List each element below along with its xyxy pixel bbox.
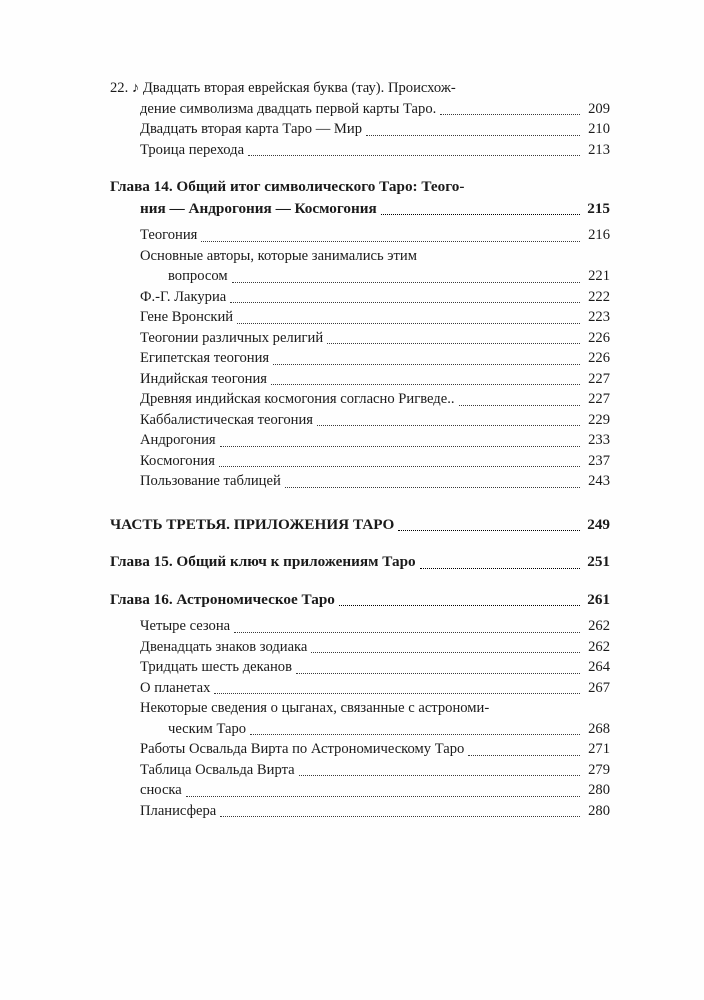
toc-leader-dots [201, 241, 580, 242]
toc-entry-page: 280 [588, 802, 610, 819]
toc-leader-dots [339, 605, 580, 606]
table-of-contents [110, 78, 610, 821]
toc-entry[interactable] [140, 616, 610, 637]
toc-leader-dots [398, 530, 580, 531]
toc-entry[interactable] [140, 140, 610, 161]
toc-entry-label: Основные авторы, которые занимались этим [140, 247, 417, 264]
toc-entry-page: 251 [587, 553, 610, 570]
toc-entry-label: ЧАСТЬ ТРЕТЬЯ. ПРИЛОЖЕНИЯ ТАРО [110, 515, 395, 533]
toc-entry[interactable] [140, 328, 610, 349]
toc-leader-dots [296, 673, 580, 674]
toc-leader-dots [299, 775, 580, 776]
toc-entry[interactable] [140, 369, 610, 390]
toc-entry[interactable] [140, 657, 610, 678]
toc-entry-label: дение символизма двадцать первой карты Таро. [140, 100, 437, 117]
toc-entry-label: сноска [140, 782, 182, 798]
toc-entry-page: 262 [588, 618, 610, 634]
toc-entry-label: ния — Андрогония — Космогония [140, 199, 377, 217]
toc-spacer [110, 573, 610, 589]
toc-leader-dots [250, 734, 580, 735]
toc-entry[interactable] [140, 119, 610, 140]
toc-leader-dots [468, 755, 580, 756]
toc-entry[interactable] [140, 246, 610, 267]
toc-entry-page: 261 [587, 590, 610, 608]
toc-entry[interactable] [110, 551, 610, 573]
toc-entry[interactable] [140, 225, 610, 246]
toc-entry-label: вопросом [168, 268, 228, 284]
toc-leader-dots [440, 114, 580, 115]
toc-entry-label: Пользование таблицей [140, 473, 281, 489]
toc-entry-label: Некоторые сведения о цыганах, связанные с астрономи- [140, 700, 490, 716]
toc-entry-page: 216 [588, 227, 610, 243]
toc-leader-dots [230, 302, 580, 303]
toc-entry[interactable] [110, 589, 610, 611]
toc-entry[interactable] [168, 719, 610, 740]
toc-leader-dots [271, 384, 580, 385]
toc-entry[interactable] [110, 78, 610, 99]
toc-entry[interactable] [140, 99, 610, 120]
toc-leader-dots [220, 816, 580, 817]
toc-entry-page: 222 [588, 288, 610, 305]
toc-entry-page: 226 [588, 350, 610, 366]
toc-spacer [110, 535, 610, 551]
toc-entry-label: Андрогония [140, 432, 216, 448]
toc-entry-label: Работы Освальда Вирта по Астрономическому Таро [140, 741, 465, 757]
toc-leader-dots [234, 632, 580, 633]
toc-entry[interactable] [140, 801, 610, 822]
toc-entry-label: Четыре сезона [140, 618, 231, 634]
toc-entry-page: 271 [588, 741, 610, 757]
toc-entry-page: 243 [588, 473, 610, 489]
toc-entry[interactable] [140, 430, 610, 451]
toc-leader-dots [248, 155, 580, 156]
toc-entry-label: Глава 14. Общий итог символического Таро: Теого- [110, 178, 465, 195]
toc-entry-page: 268 [588, 720, 610, 737]
toc-entry-label: Индийская теогония [140, 370, 267, 387]
toc-leader-dots [237, 323, 580, 324]
toc-entry[interactable] [140, 348, 610, 369]
toc-entry-label: Древняя индийская космогония согласно Ригведе.. [140, 391, 455, 407]
toc-leader-dots [273, 364, 580, 365]
toc-entry-page: 267 [588, 679, 610, 696]
toc-entry-page: 262 [588, 638, 610, 655]
toc-entry-page: 223 [588, 309, 610, 325]
toc-leader-dots [420, 568, 580, 569]
toc-entry-label: Космогония [140, 452, 215, 469]
toc-entry[interactable] [140, 637, 610, 658]
toc-leader-dots [311, 652, 580, 653]
toc-entry-label: Египетская теогония [140, 350, 270, 366]
toc-entry-label: Гене Вронский [140, 309, 234, 325]
toc-entry[interactable] [110, 514, 610, 536]
toc-leader-dots [214, 693, 580, 694]
toc-entry-page: 279 [588, 761, 610, 778]
toc-entry-label: Троица перехода [140, 141, 245, 158]
toc-entry-page: 264 [588, 659, 610, 675]
toc-entry[interactable] [140, 760, 610, 781]
toc-entry-label: Планисфера [140, 802, 217, 819]
toc-leader-dots [327, 343, 580, 344]
toc-entry[interactable] [140, 307, 610, 328]
toc-entry-label: Теогония [140, 227, 198, 243]
toc-entry-page: 227 [588, 370, 610, 387]
toc-entry[interactable] [140, 198, 610, 220]
toc-entry-page: 280 [588, 782, 610, 798]
toc-entry-label: Теогонии различных религий [140, 329, 324, 346]
toc-entry-label: Глава 15. Общий ключ к приложениям Таро [110, 553, 416, 570]
toc-entry-page: 210 [588, 121, 610, 137]
toc-leader-dots [459, 405, 581, 406]
toc-leader-dots [186, 796, 580, 797]
toc-entry[interactable] [140, 410, 610, 431]
toc-spacer [110, 160, 610, 176]
toc-entry-page: 215 [587, 199, 610, 217]
toc-entry-page: 221 [588, 268, 610, 284]
toc-leader-dots [219, 466, 580, 467]
toc-entry-label: 22. ♪ Двадцать вторая еврейская буква (тау). Происхож- [110, 80, 456, 96]
toc-entry[interactable] [168, 266, 610, 287]
toc-entry[interactable] [110, 176, 610, 198]
toc-entry-page: 209 [588, 100, 610, 117]
toc-entry-label: Глава 16. Астрономическое Таро [110, 590, 335, 608]
toc-entry-label: Двадцать вторая карта Таро — Мир [140, 121, 363, 137]
toc-leader-dots [232, 282, 580, 283]
toc-entry[interactable] [140, 389, 610, 410]
toc-entry-label: ческим Таро [168, 720, 247, 737]
toc-entry-label: Тридцать шесть деканов [140, 659, 292, 675]
toc-entry-label: О планетах [140, 679, 211, 696]
toc-entry-label: Каббалистическая теогония [140, 411, 314, 428]
toc-entry-label: Двенадцать знаков зодиака [140, 638, 308, 655]
toc-entry[interactable] [140, 780, 610, 801]
toc-leader-dots [381, 214, 580, 215]
toc-entry-page: 213 [588, 141, 610, 158]
toc-entry-page: 226 [588, 329, 610, 346]
toc-leader-dots [220, 446, 580, 447]
toc-entry-page: 227 [588, 391, 610, 407]
toc-entry[interactable] [140, 471, 610, 492]
toc-spacer [110, 492, 610, 514]
toc-entry[interactable] [140, 287, 610, 308]
toc-entry[interactable] [140, 698, 610, 719]
toc-entry-label: Ф.-Г. Лакуриа [140, 288, 227, 305]
toc-entry-page: 237 [588, 452, 610, 469]
toc-entry-page: 249 [587, 515, 610, 533]
toc-entry-page: 233 [588, 432, 610, 448]
toc-entry[interactable] [140, 678, 610, 699]
toc-entry[interactable] [140, 739, 610, 760]
toc-leader-dots [285, 487, 580, 488]
toc-leader-dots [366, 135, 580, 136]
toc-entry-label: Таблица Освальда Вирта [140, 761, 295, 778]
toc-leader-dots [317, 425, 580, 426]
toc-entry-page: 229 [588, 411, 610, 428]
toc-entry[interactable] [140, 451, 610, 472]
